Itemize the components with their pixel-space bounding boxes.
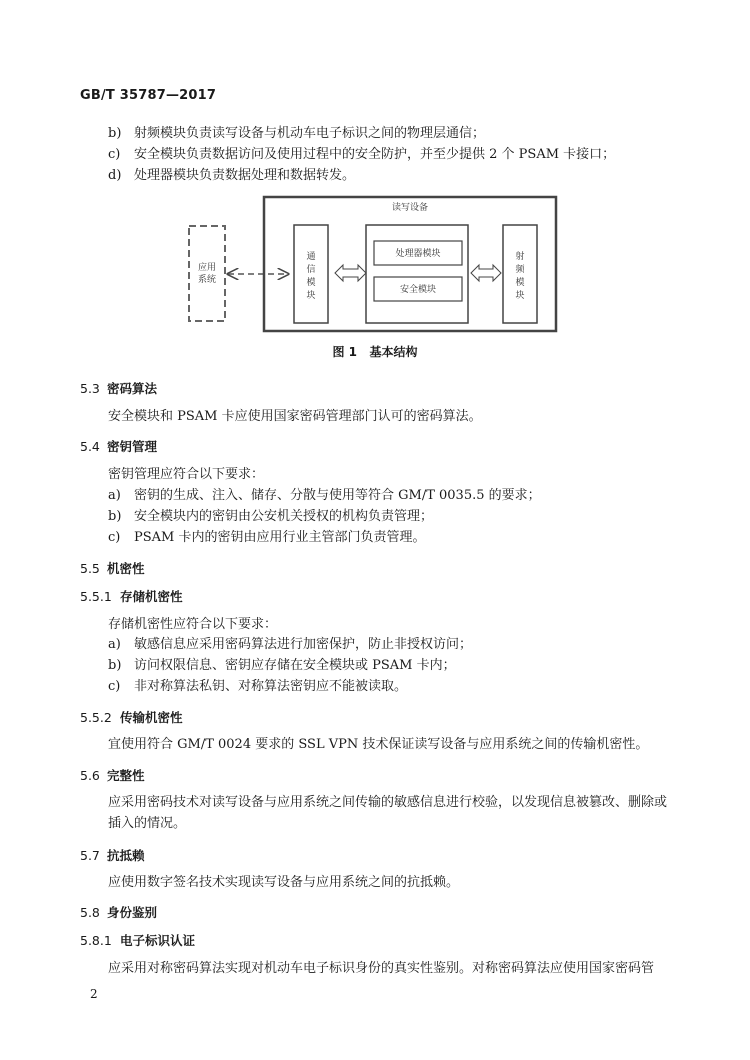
list-item — [108, 146, 615, 164]
list-item — [108, 529, 426, 547]
section-number: 5.5 — [80, 561, 100, 576]
processor-module-label: 处理器模块 — [395, 249, 441, 259]
figure-caption-number: 图 1 — [332, 345, 357, 359]
paragraph: 安全模块和 PSAM 卡应使用国家密码管理部门认可的密码算法。 — [108, 409, 482, 424]
comm-module-label: 通信模块 — [306, 252, 316, 301]
section-number: 5.6 — [80, 768, 100, 783]
section-number: 5.8.1 — [80, 933, 112, 948]
section-title: 身份鉴别 — [107, 905, 158, 920]
list-label: b) — [108, 126, 122, 141]
section-title: 传输机密性 — [120, 710, 183, 725]
list-text: 密钥的生成、注入、储存、分散与使用等符合 GM/T 0035.5 的要求； — [134, 488, 541, 503]
rf-module-label: 射频模块 — [515, 252, 525, 301]
paragraph: 应采用密码技术对读写设备与应用系统之间传输的敏感信息进行校验，以发现信息被篡改、删除或插入的情况。 — [108, 795, 668, 831]
list-text: 敏感信息应采用密码算法进行加密保护，防止非授权访问； — [134, 637, 473, 652]
section-title: 存储机密性 — [120, 589, 183, 604]
paragraph: 密钥管理应符合以下要求： — [108, 467, 265, 482]
list-label: c) — [108, 530, 121, 545]
section-number: 5.4 — [80, 439, 100, 454]
list-item — [108, 125, 485, 143]
standard-code-header: GB/T 35787—2017 — [80, 88, 217, 103]
section-title: 电子标识认证 — [120, 933, 196, 948]
paragraph: 应使用数字签名技术实现读写设备与应用系统之间的抗抵赖。 — [108, 875, 460, 890]
list-text: 访问权限信息、密钥应存储在安全模块或 PSAM 卡内； — [134, 658, 456, 673]
list-item — [108, 657, 456, 675]
list-label: c) — [108, 147, 121, 162]
section-number: 5.7 — [80, 848, 100, 863]
section-title: 抗抵赖 — [107, 848, 145, 863]
basic-structure-diagram — [183, 193, 563, 335]
section-heading-5-8 — [80, 903, 157, 921]
section-heading-5-6 — [80, 766, 145, 784]
reader-device-title: 读写设备 — [391, 203, 429, 213]
section-number: 5.8 — [80, 905, 100, 920]
figure-caption-title: 基本结构 — [369, 345, 418, 359]
paragraph: 应采用对称密码算法实现对机动车电子标识身份的真实性鉴别。对称密码算法应使用国家密码管 — [108, 961, 655, 976]
security-module-label: 安全模块 — [399, 285, 437, 295]
paragraph: 存储机密性应符合以下要求： — [108, 617, 278, 632]
list-text: 非对称算法私钥、对称算法密钥应不能被读取。 — [134, 679, 408, 694]
section-heading-5-5-1 — [80, 587, 183, 605]
list-label: b) — [108, 658, 122, 673]
list-item — [108, 508, 433, 526]
section-number: 5.5.2 — [80, 710, 112, 725]
list-text: 安全模块内的密钥由公安机关授权的机构负责管理； — [134, 509, 434, 524]
page-number: 2 — [90, 987, 98, 1001]
section-heading-5-4 — [80, 437, 157, 455]
list-label: a) — [108, 637, 121, 652]
section-title: 机密性 — [107, 561, 145, 576]
reader-device-box — [264, 197, 556, 331]
section-heading-5-3 — [80, 379, 157, 397]
section-heading-5-8-1 — [80, 931, 195, 949]
list-item — [108, 636, 472, 654]
section-heading-5-7 — [80, 846, 145, 864]
list-label: c) — [108, 679, 121, 694]
comm-center-double-arrow — [335, 265, 366, 281]
app-system-label: 应用系统 — [197, 263, 217, 285]
section-title: 密码算法 — [107, 381, 158, 396]
section-number: 5.5.1 — [80, 589, 112, 604]
list-label: d) — [108, 168, 122, 183]
list-item — [108, 678, 407, 696]
section-number: 5.3 — [80, 381, 100, 396]
figure-caption — [0, 343, 750, 360]
list-text: 安全模块负责数据访问及使用过程中的安全防护，并至少提供 2 个 PSAM 卡接口； — [134, 147, 616, 162]
center-rf-double-arrow — [471, 265, 501, 281]
section-title: 密钥管理 — [107, 439, 158, 454]
app-system-box — [189, 226, 225, 321]
list-text: 射频模块负责读写设备与机动车电子标识之间的物理层通信； — [134, 126, 486, 141]
list-text: PSAM 卡内的密钥由应用行业主管部门负责管理。 — [134, 530, 426, 545]
list-label: b) — [108, 509, 122, 524]
center-module-group — [366, 225, 468, 323]
section-title: 完整性 — [107, 768, 145, 783]
section-heading-5-5-2 — [80, 708, 183, 726]
list-text: 处理器模块负责数据处理和数据转发。 — [134, 168, 356, 183]
paragraph: 宜使用符合 GM/T 0024 要求的 SSL VPN 技术保证读写设备与应用系统之间的传输机密性。 — [108, 737, 649, 752]
section-heading-5-5 — [80, 559, 145, 577]
list-item — [108, 167, 355, 185]
list-label: a) — [108, 488, 121, 503]
list-item — [108, 487, 541, 505]
